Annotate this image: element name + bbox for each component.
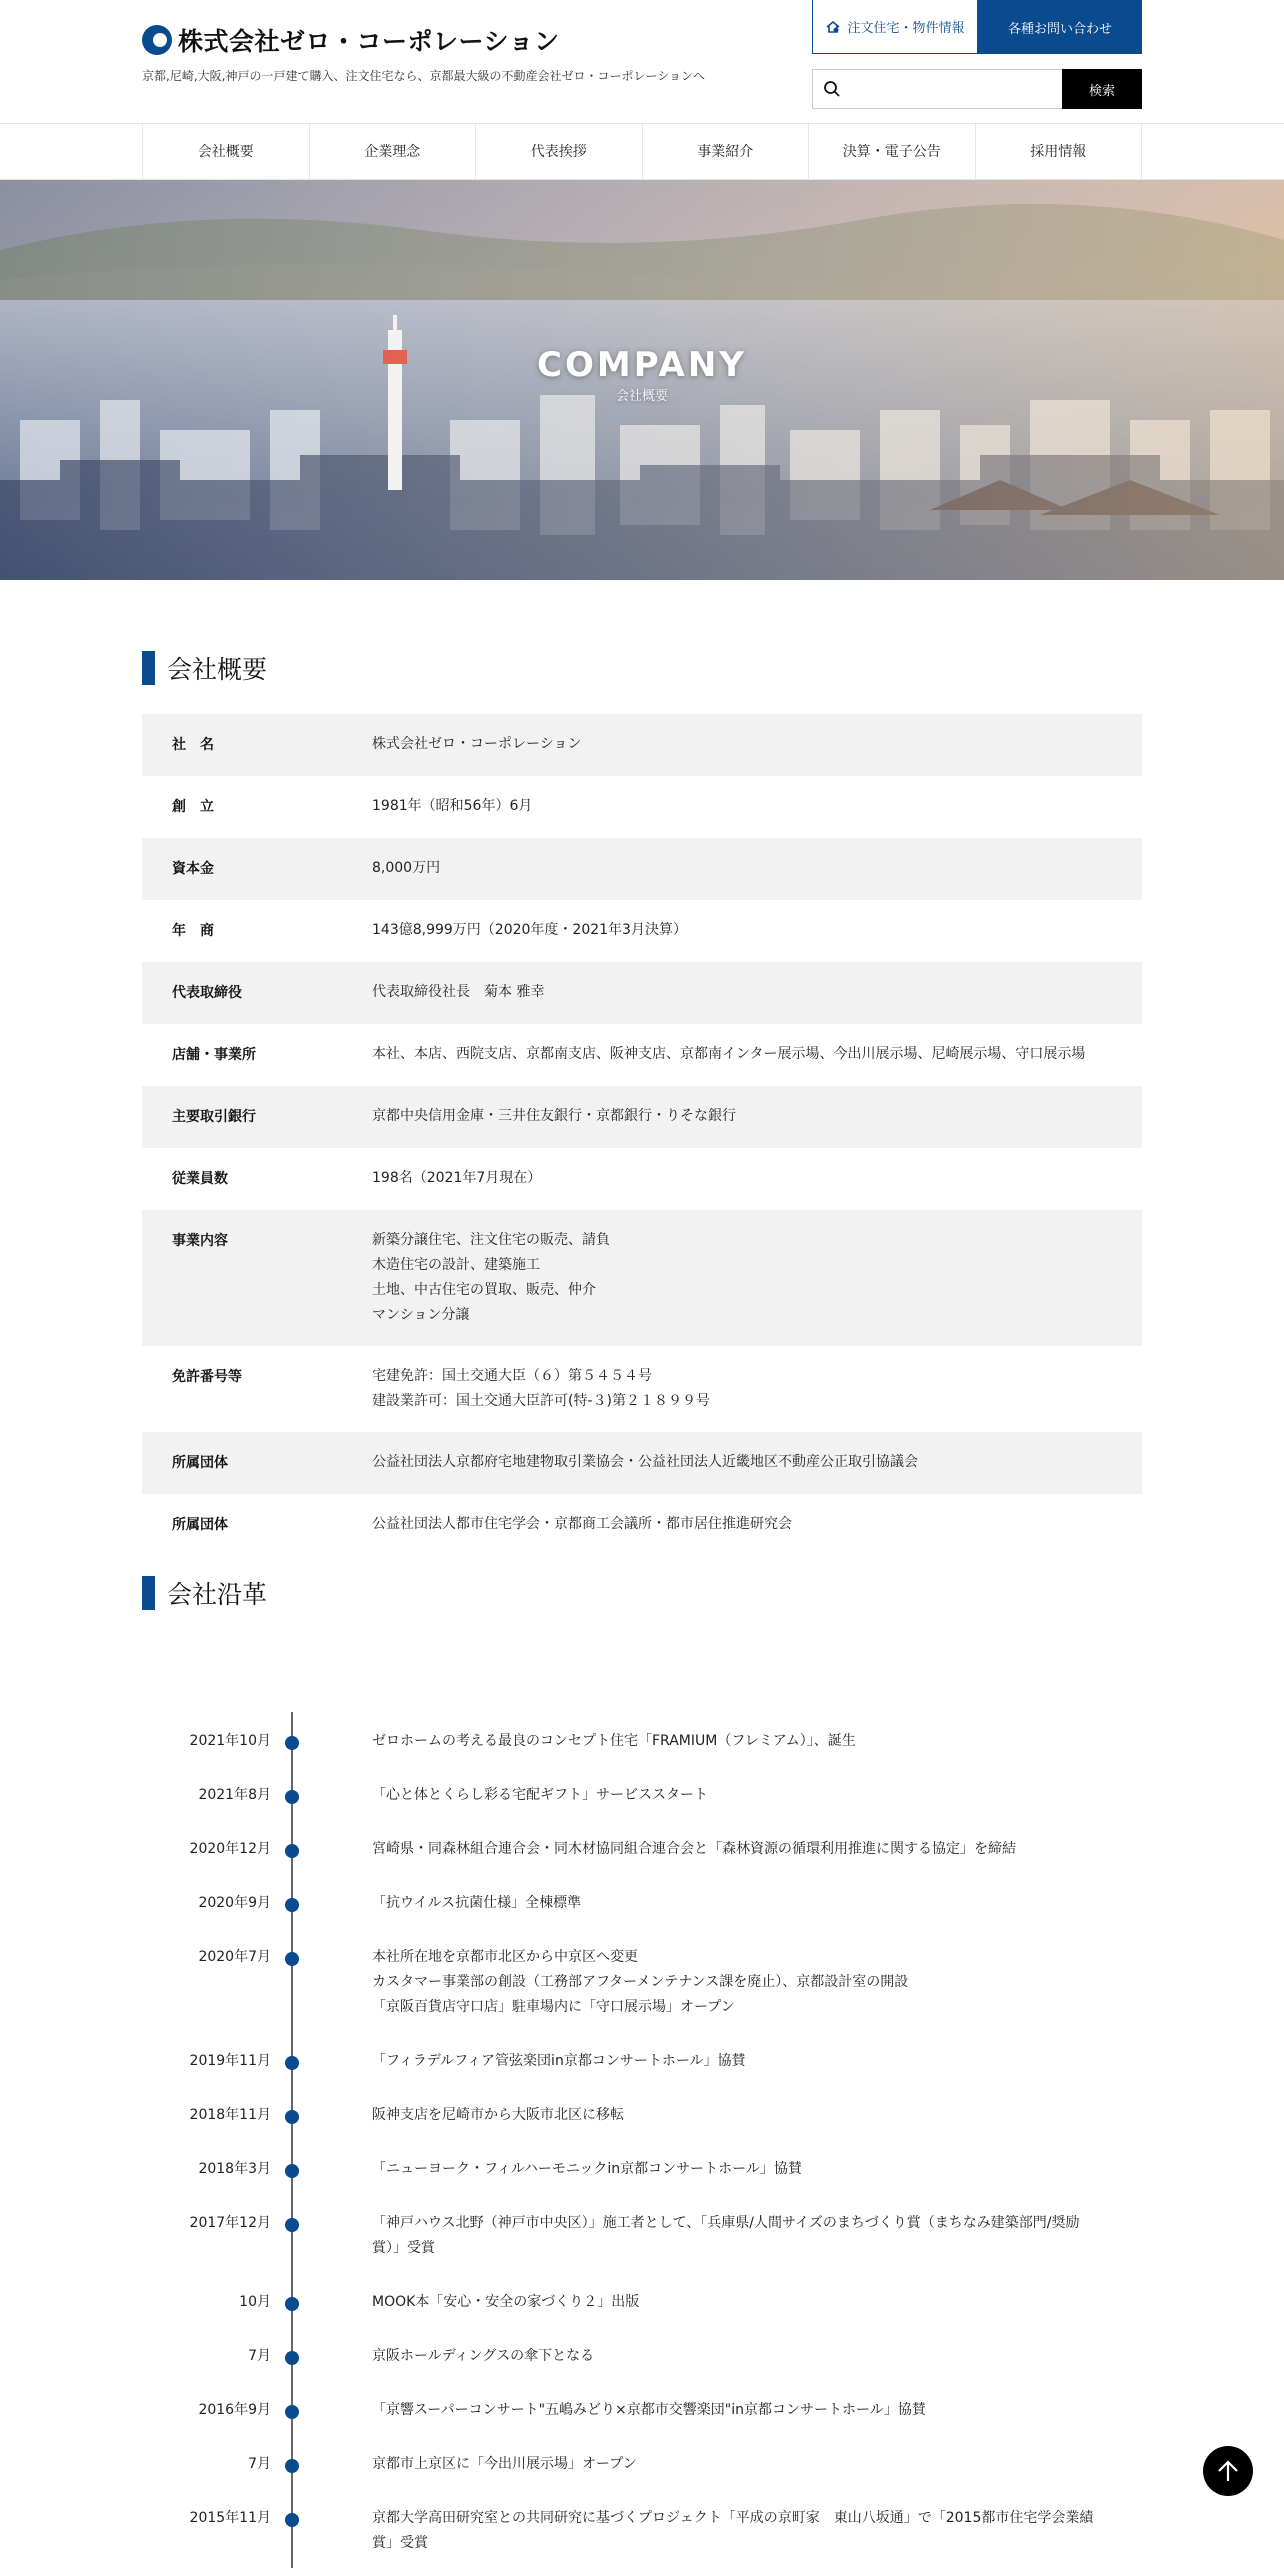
- timeline-date: 10月: [239, 2294, 271, 2310]
- search-icon: [823, 80, 841, 98]
- timeline-text-line: 「抗ウイルス抗菌仕様」全棟標準: [372, 1895, 582, 1911]
- row-value-line: 株式会社ゼロ・コーポレーション: [372, 736, 582, 752]
- timeline-date: 2018年11月: [189, 2107, 271, 2123]
- table-row: [142, 1086, 1142, 1148]
- global-nav: [0, 124, 1284, 180]
- timeline-date: 2020年9月: [198, 1895, 271, 1911]
- row-label: 所属団体: [172, 1455, 228, 1471]
- heading-bar: [142, 651, 155, 685]
- timeline-date: 2020年7月: [198, 1949, 271, 1965]
- row-value-line: 土地、中古住宅の買取、販売、仲介: [372, 1282, 596, 1298]
- timeline-dot-icon: [285, 2110, 299, 2124]
- row-value-line: 公益社団法人都市住宅学会・京都商工会議所・都市居住推進研究会: [372, 1516, 792, 1532]
- row-label: 免許番号等: [172, 1369, 242, 1385]
- row-value: [372, 838, 1142, 900]
- timeline-item: [142, 2506, 1142, 2556]
- timeline-date: 2020年12月: [189, 1841, 271, 1857]
- timeline-text-line: 「フィラデルフィア管弦楽団in京都コンサートホール」協賛: [372, 2053, 746, 2069]
- row-value: [372, 1494, 1142, 1556]
- row-value-line: 新築分譲住宅、注文住宅の販売、請負: [372, 1232, 610, 1248]
- logo-mark-icon: [142, 25, 172, 55]
- timeline-item: [142, 1945, 1142, 2020]
- timeline-text: [372, 2506, 1112, 2556]
- table-row: [142, 900, 1142, 962]
- timeline-text: [372, 2290, 1112, 2315]
- timeline-text-line: 賞）」受賞: [372, 2240, 435, 2256]
- timeline-text: [372, 2398, 1112, 2423]
- hero-subtitle: 会社概要: [615, 389, 668, 404]
- row-value: [372, 900, 1142, 962]
- row-label: 事業内容: [172, 1233, 228, 1249]
- order-house-label: 注文住宅・物件情報: [847, 21, 965, 36]
- row-value-line: 1981年（昭和56年）6月: [372, 798, 533, 814]
- table-row: [142, 776, 1142, 838]
- back-to-top-button[interactable]: [1203, 2446, 1253, 2496]
- search-input[interactable]: [847, 71, 1062, 107]
- site-header: [0, 0, 1284, 124]
- timeline-dot-icon: [285, 2056, 299, 2070]
- row-value-line: 木造住宅の設計、建築施工: [372, 1257, 540, 1273]
- nav-item-philosophy[interactable]: 企業理念: [309, 124, 476, 180]
- timeline-text: [372, 2049, 1112, 2074]
- row-value: [372, 1210, 1142, 1346]
- timeline-dot-icon: [285, 1952, 299, 1966]
- timeline-item: [142, 2049, 1142, 2074]
- row-value: [372, 1346, 1142, 1432]
- timeline-dot-icon: [285, 2459, 299, 2473]
- company-overview-table: [142, 714, 1142, 1556]
- timeline-text-line: 賞」受賞: [372, 2535, 428, 2551]
- row-value-line: 143億8,999万円（2020年度・2021年3月決算）: [372, 922, 687, 938]
- timeline-item: [142, 1783, 1142, 1808]
- timeline-date: 2019年11月: [189, 2053, 271, 2069]
- timeline-item: [142, 2157, 1142, 2182]
- heading-bar: [142, 1576, 155, 1610]
- row-value-line: 京都中央信用金庫・三井住友銀行・京都銀行・りそな銀行: [372, 1108, 736, 1124]
- row-label: 年 商: [172, 923, 214, 939]
- timeline-text: [372, 2452, 1112, 2477]
- row-label: 創 立: [172, 799, 214, 815]
- timeline-text: [372, 2157, 1112, 2182]
- row-value-line: 代表取締役社長 菊本 雅幸: [372, 984, 545, 1000]
- timeline-dot-icon: [285, 1844, 299, 1858]
- timeline-dot-icon: [285, 2405, 299, 2419]
- row-value: [372, 1148, 1142, 1210]
- row-value: [372, 776, 1142, 838]
- timeline-date: 7月: [248, 2456, 271, 2472]
- timeline-text: [372, 2103, 1112, 2128]
- timeline-text-line: カスタマー事業部の創設（工務部アフターメンテナンス課を廃止）、京都設計室の開設: [372, 1974, 909, 1990]
- row-label: 資本金: [172, 861, 214, 877]
- timeline-text-line: 宮崎県・同森林組合連合会・同木材協同組合連合会と「森林資源の循環利用推進に関する協定」を締結: [372, 1841, 1016, 1857]
- timeline-item: [142, 2344, 1142, 2369]
- row-label: 主要取引銀行: [172, 1109, 256, 1125]
- row-label: 店舗・事業所: [172, 1047, 256, 1063]
- table-row: [142, 962, 1142, 1024]
- timeline-text-line: 「神戸ハウス北野（神戸市中央区）」施工者として、「兵庫県/人間サイズのまちづくり賞（まちなみ建築部門/奨励: [372, 2215, 1080, 2231]
- table-row: [142, 1024, 1142, 1086]
- timeline-text-line: 京都大学高田研究室との共同研究に基づくプロジェクト「平成の京町家 東山八坂通」で「2015都市住宅学会業績: [372, 2510, 1094, 2526]
- row-label: 社 名: [172, 737, 214, 753]
- timeline-dot-icon: [285, 2297, 299, 2311]
- timeline-date: 2018年3月: [198, 2161, 271, 2177]
- row-value: [372, 1086, 1142, 1148]
- timeline-text-line: 「心と体とくらし彩る宅配ギフト」サービススタート: [372, 1787, 708, 1803]
- timeline-text-line: 京都市上京区に「今出川展示場」オープン: [372, 2456, 637, 2472]
- timeline-text-line: 「ニューヨーク・フィルハーモニックin京都コンサートホール」協賛: [372, 2161, 802, 2177]
- timeline-item: [142, 2103, 1142, 2128]
- row-value-line: 公益社団法人京都府宅地建物取引業協会・公益社団法人近畿地区不動産公正取引協議会: [372, 1454, 918, 1470]
- timeline-text-line: 本社所在地を京都市北区から中京区へ変更: [372, 1949, 638, 1965]
- table-row: [142, 838, 1142, 900]
- timeline-dot-icon: [285, 1790, 299, 1804]
- timeline-item: [142, 2290, 1142, 2315]
- timeline-date: 2015年11月: [189, 2510, 271, 2526]
- row-value: [372, 714, 1142, 776]
- timeline-text-line: MOOK本「安心・安全の家づくり２」出版: [372, 2294, 640, 2310]
- timeline-dot-icon: [285, 2218, 299, 2232]
- row-value-line: 建設業許可：国土交通大臣許可(特-３)第２１８９９号: [372, 1393, 710, 1409]
- house-icon: [825, 19, 841, 35]
- order-house-button[interactable]: [812, 0, 978, 54]
- history-heading-text: 会社沿革: [167, 1580, 268, 1609]
- search-button[interactable]: [1062, 69, 1142, 109]
- row-value-line: 8,000万円: [372, 860, 441, 876]
- history-heading: [142, 1575, 267, 1611]
- timeline-text: [372, 1891, 1112, 1916]
- history-timeline: [142, 1712, 1142, 2568]
- nav-item-financial[interactable]: 決算・電子公告: [808, 124, 975, 180]
- timeline-item: [142, 1837, 1142, 1862]
- nav-item-recruit[interactable]: 採用情報: [975, 124, 1143, 180]
- timeline-text: [372, 1945, 1112, 2020]
- logo-text: 株式会社ゼロ・コーポレーション: [178, 27, 560, 56]
- timeline-dot-icon: [285, 1898, 299, 1912]
- timeline-text: [372, 2211, 1112, 2261]
- row-value-line: 本社、本店、西院支店、京都南支店、阪神支店、京都南インター展示場、今出川展示場、尼崎展示場、守口展示場: [372, 1046, 1086, 1062]
- timeline-item: [142, 2398, 1142, 2423]
- row-value-line: 198名（2021年7月現在）: [372, 1170, 542, 1186]
- row-label: 所属団体: [172, 1517, 228, 1533]
- timeline-date: 7月: [248, 2348, 271, 2364]
- table-row: [142, 714, 1142, 776]
- row-label: 代表取締役: [172, 985, 242, 1001]
- timeline-text: [372, 2344, 1112, 2369]
- contact-button[interactable]: [978, 0, 1142, 54]
- table-row: [142, 1494, 1142, 1556]
- search-button-label: 検索: [1088, 83, 1115, 99]
- timeline-text: [372, 1783, 1112, 1808]
- timeline-dot-icon: [285, 2513, 299, 2527]
- search-box: [812, 69, 1062, 109]
- timeline-text-line: 阪神支店を尼崎市から大阪市北区に移転: [372, 2107, 624, 2123]
- overview-heading: [142, 650, 267, 686]
- timeline-date: 2017年12月: [189, 2215, 271, 2231]
- hero-title: COMPANY: [537, 345, 747, 385]
- arrow-up-icon: [1215, 2458, 1241, 2484]
- row-label: 従業員数: [172, 1171, 228, 1187]
- timeline-item: [142, 2452, 1142, 2477]
- timeline-date: 2021年10月: [189, 1733, 271, 1749]
- timeline-date: 2016年9月: [198, 2402, 271, 2418]
- timeline-dot-icon: [285, 2351, 299, 2365]
- timeline-date: 2021年8月: [198, 1787, 271, 1803]
- table-row: [142, 1148, 1142, 1210]
- timeline-text: [372, 1837, 1112, 1862]
- timeline-item: [142, 1891, 1142, 1916]
- tagline: 京都,尼崎,大阪,神戸の一戸建て購入、注文住宅なら、京都最大級の不動産会社ゼロ・コーポレーションへ: [142, 69, 705, 83]
- contact-label: 各種お問い合わせ: [1007, 21, 1112, 37]
- timeline-item: [142, 2211, 1142, 2261]
- timeline-text-line: 「京阪百貨店守口店」駐車場内に「守口展示場」オープン: [372, 1999, 735, 2015]
- nav-item-business[interactable]: 事業紹介: [642, 124, 809, 180]
- timeline-text: [372, 1729, 1112, 1754]
- timeline-dot-icon: [285, 1736, 299, 1750]
- overview-heading-text: 会社概要: [167, 655, 268, 684]
- logo[interactable]: [142, 22, 560, 58]
- hero-banner: [0, 180, 1284, 580]
- timeline-text-line: ゼロホームの考える最良のコンセプト住宅「FRAMIUM（フレミアム）」、誕生: [372, 1733, 856, 1749]
- nav-item-greeting[interactable]: 代表挨拶: [475, 124, 642, 180]
- row-value-line: マンション分譲: [372, 1307, 470, 1323]
- row-value: [372, 1024, 1142, 1086]
- timeline-dot-icon: [285, 2164, 299, 2178]
- row-value: [372, 962, 1142, 1024]
- nav-item-company-overview[interactable]: 会社概要: [142, 124, 309, 180]
- table-row: [142, 1346, 1142, 1432]
- table-row: [142, 1432, 1142, 1494]
- timeline-text-line: 「京響スーパーコンサート"五嶋みどり×京都市交響楽団"in京都コンサートホール」協賛: [372, 2402, 926, 2418]
- row-value-line: 宅建免許：国土交通大臣（６）第５４５４号: [372, 1368, 652, 1384]
- table-row: [142, 1210, 1142, 1346]
- timeline-text-line: 京阪ホールディングスの傘下となる: [372, 2348, 595, 2364]
- timeline-item: [142, 1729, 1142, 1754]
- row-value: [372, 1432, 1142, 1494]
